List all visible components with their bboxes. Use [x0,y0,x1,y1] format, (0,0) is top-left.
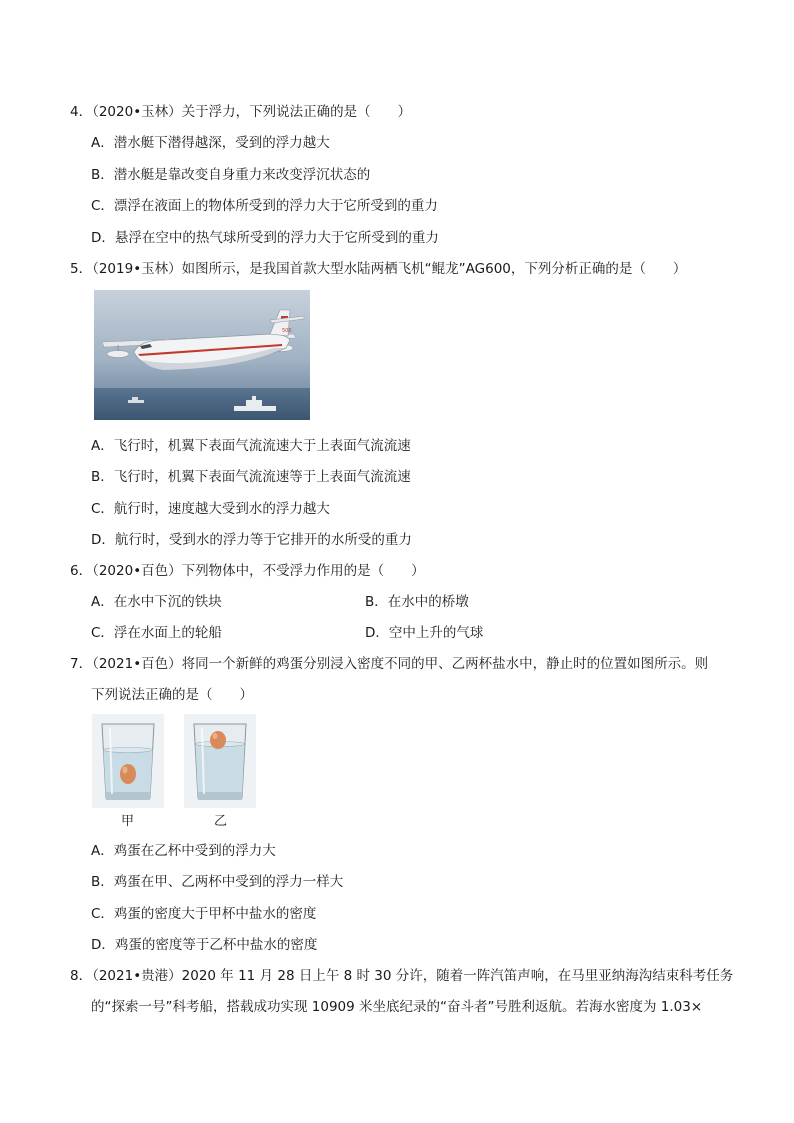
figure-label-yi: 乙 [214,814,228,829]
q6-option-a: A．在水中下沉的铁块 [91,594,222,610]
q8-stem-cont: 的“探索一号”科考船，搭载成功实现 10909 米坐底纪录的“奋斗者”号胜利返航。若海水密度为 1.03× [91,999,703,1015]
q5-option-b: B．飞行时，机翼下表面气流流速等于上表面气流流速 [91,469,411,485]
q8-stem: 8．（2021•贵港）2020 年 11 月 28 日上午 8 时 30 分许，随着一阵汽笛声响，在马里亚纳海沟结束科考任务 [70,968,734,984]
q7-stem: 7．（2021•百色）将同一个新鲜的鸡蛋分别浸入密度不同的甲、乙两杯盐水中，静止时的位置如图所示。则 [70,656,709,672]
q6-option-b: B．在水中的桥墩 [365,594,469,610]
q7-option-d: D．鸡蛋的密度等于乙杯中盐水的密度 [91,937,318,953]
glass-yi-figure [184,714,256,808]
q4-option-a: A．潜水艇下潜得越深，受到的浮力越大 [91,135,330,151]
figure-label-jia: 甲 [121,814,135,829]
q5-option-a: A．飞行时，机翼下表面气流流速大于上表面气流流速 [91,438,411,454]
q4-option-c: C．漂浮在液面上的物体所受到的浮力大于它所受到的重力 [91,198,438,214]
q7-stem-cont: 下列说法正确的是（ ） [91,687,253,703]
q7-option-a: A．鸡蛋在乙杯中受到的浮力大 [91,843,276,859]
q6-option-c: C．浮在水面上的轮船 [91,625,222,641]
q6-stem: 6．（2020•百色）下列物体中，不受浮力作用的是（ ） [70,563,425,579]
q4-stem: 4．（2020•玉林）关于浮力，下列说法正确的是（ ） [70,104,412,120]
q5-stem: 5．（2019•玉林）如图所示，是我国首款大型水陆两栖飞机“鲲龙”AG600，下列分析正确的是（ ） [70,261,687,277]
amphibious-aircraft-photo [94,290,310,420]
q5-option-d: D．航行时，受到水的浮力等于它排开的水所受的重力 [91,532,412,548]
aircraft-tail-mark: 500 [282,328,292,334]
q4-option-d: D．悬浮在空中的热气球所受到的浮力大于它所受到的重力 [91,230,439,246]
q5-option-c: C．航行时，速度越大受到水的浮力越大 [91,501,330,517]
glass-jia-figure [92,714,164,808]
q6-option-d: D．空中上升的气球 [365,625,484,641]
q4-option-b: B．潜水艇是靠改变自身重力来改变浮沉状态的 [91,167,371,183]
q7-option-c: C．鸡蛋的密度大于甲杯中盐水的密度 [91,906,317,922]
q7-option-b: B．鸡蛋在甲、乙两杯中受到的浮力一样大 [91,874,344,890]
